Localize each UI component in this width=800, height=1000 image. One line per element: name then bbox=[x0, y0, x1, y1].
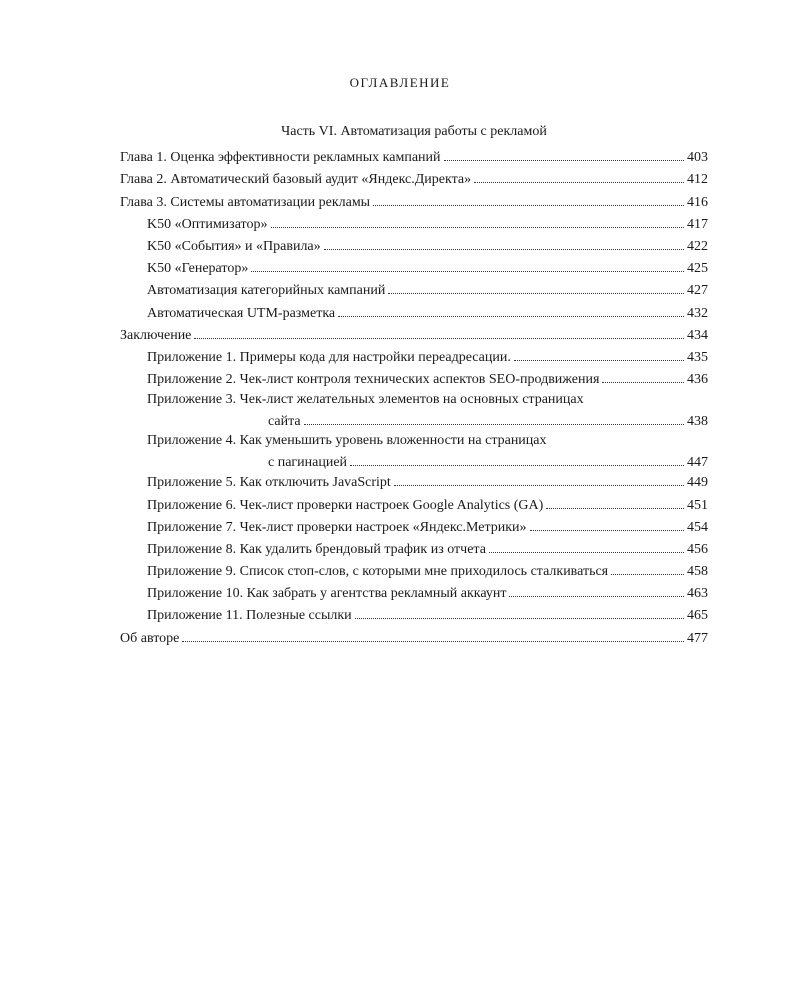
toc-entry-page: 416 bbox=[687, 194, 708, 210]
toc-entry-label: Приложение 1. Примеры кода для настройки переадресации. bbox=[147, 349, 511, 365]
dot-leader bbox=[489, 539, 684, 553]
toc-entry-appendix-1[interactable] bbox=[120, 347, 708, 369]
dot-leader bbox=[394, 472, 684, 486]
dot-leader bbox=[304, 411, 684, 425]
toc-entry-page: 447 bbox=[687, 454, 708, 470]
toc-entry-label: Приложение 7. Чек-лист проверки настроек «Яндекс.Метрики» bbox=[147, 519, 527, 535]
dot-leader bbox=[474, 169, 684, 183]
toc-entry-page: 449 bbox=[687, 475, 708, 491]
toc-entry-page: 417 bbox=[687, 216, 708, 232]
toc-entry-label-continuation: сайта bbox=[268, 414, 301, 430]
toc-entry-label: Приложение 6. Чек-лист проверки настроек Google Analytics (GA) bbox=[147, 497, 544, 513]
dot-leader bbox=[194, 325, 684, 339]
toc-entry-page: 422 bbox=[687, 239, 708, 255]
toc-entry-page: 432 bbox=[687, 305, 708, 321]
toc-entry-k50-generator[interactable] bbox=[120, 258, 708, 280]
dot-leader bbox=[251, 258, 684, 272]
toc-entry-label: Заключение bbox=[120, 327, 192, 343]
toc-entry-page: 454 bbox=[687, 519, 708, 535]
dot-leader bbox=[611, 561, 684, 575]
toc-entry-page: 458 bbox=[687, 564, 708, 580]
toc-entry-label: Автоматизация категорийных кампаний bbox=[147, 283, 386, 299]
toc-entry-chapter-3[interactable] bbox=[120, 191, 708, 213]
toc-entry-page: 451 bbox=[687, 497, 708, 513]
toc-entry-about-author[interactable] bbox=[120, 627, 708, 649]
toc-entry-page: 403 bbox=[687, 150, 708, 166]
dot-leader bbox=[271, 214, 685, 228]
toc-entry-page: 438 bbox=[687, 414, 708, 430]
dot-leader bbox=[514, 347, 684, 361]
dot-leader bbox=[444, 147, 684, 161]
toc-entry-appendix-6[interactable] bbox=[120, 494, 708, 516]
toc-entry-appendix-2[interactable] bbox=[120, 369, 708, 391]
toc-entry-k50-events-rules[interactable] bbox=[120, 236, 708, 258]
toc-entry-appendix-5[interactable] bbox=[120, 472, 708, 494]
dot-leader bbox=[355, 605, 684, 619]
toc-entry-label: Приложение 8. Как удалить брендовый трафик из отчета bbox=[147, 541, 486, 557]
toc-entry-page: 436 bbox=[687, 372, 708, 388]
toc-entry-appendix-9[interactable] bbox=[120, 561, 708, 583]
page-heading: ОГЛАВЛЕНИЕ bbox=[349, 75, 451, 90]
toc-entry-page: 465 bbox=[687, 608, 708, 624]
toc-entry-label: Глава 2. Автоматический базовый аудит «Яндекс.Директа» bbox=[120, 172, 472, 188]
dot-leader bbox=[338, 302, 684, 316]
toc-entry-page: 463 bbox=[687, 586, 708, 602]
toc-entry-chapter-2[interactable] bbox=[120, 169, 708, 191]
toc-entry-label: Приложение 10. Как забрать у агентства рекламный аккаунт bbox=[147, 586, 507, 602]
toc-entry-chapter-1[interactable] bbox=[120, 147, 708, 169]
dot-leader bbox=[324, 236, 684, 250]
toc-entry-label: Глава 1. Оценка эффективности рекламных кампаний bbox=[120, 150, 441, 166]
table-of-contents bbox=[120, 147, 708, 650]
dot-leader bbox=[509, 583, 684, 597]
toc-entry-page: 425 bbox=[687, 261, 708, 277]
toc-entry-label: Приложение 3. Чек-лист желательных элементов на основных страницах bbox=[147, 392, 584, 408]
toc-entry-appendix-8[interactable] bbox=[120, 539, 708, 561]
dot-leader bbox=[388, 280, 684, 294]
toc-entry-category-campaigns[interactable] bbox=[120, 280, 708, 302]
toc-entry-page: 427 bbox=[687, 283, 708, 299]
dot-leader bbox=[602, 369, 684, 383]
toc-entry-label: Автоматическая UTM-разметка bbox=[147, 305, 336, 321]
toc-entry-appendix-7[interactable] bbox=[120, 516, 708, 538]
toc-entry-label: K50 «Генератор» bbox=[147, 261, 249, 277]
toc-entry-appendix-4[interactable] bbox=[120, 432, 708, 473]
toc-entry-label: Приложение 5. Как отключить JavaScript bbox=[147, 475, 391, 491]
toc-entry-page: 477 bbox=[687, 630, 708, 646]
toc-entry-utm-markup[interactable] bbox=[120, 302, 708, 324]
dot-leader bbox=[182, 627, 684, 641]
toc-entry-label: Приложение 9. Список стоп-слов, с которыми мне приходилось сталкиваться bbox=[147, 564, 609, 580]
toc-entry-appendix-11[interactable] bbox=[120, 605, 708, 627]
toc-entry-label: Глава 3. Системы автоматизации рекламы bbox=[120, 194, 371, 210]
dot-leader bbox=[546, 494, 684, 508]
toc-entry-label: Приложение 4. Как уменьшить уровень вложенности на страницах bbox=[147, 432, 547, 448]
toc-entry-label: Приложение 2. Чек-лист контроля технических аспектов SEO-продвижения bbox=[147, 372, 600, 388]
toc-entry-conclusion[interactable] bbox=[120, 325, 708, 347]
toc-entry-page: 435 bbox=[687, 349, 708, 365]
toc-entry-appendix-10[interactable] bbox=[120, 583, 708, 605]
toc-entry-page: 434 bbox=[687, 327, 708, 343]
toc-entry-label: Приложение 11. Полезные ссылки bbox=[147, 608, 352, 624]
toc-entry-page: 456 bbox=[687, 541, 708, 557]
toc-entry-label-continuation: с пагинацией bbox=[268, 454, 348, 470]
part-title: Часть VI. Автоматизация работы с рекламой bbox=[281, 124, 547, 139]
dot-leader bbox=[350, 452, 684, 466]
toc-entry-k50-optimizer[interactable] bbox=[120, 214, 708, 236]
toc-entry-appendix-3[interactable] bbox=[120, 391, 708, 432]
dot-leader bbox=[373, 191, 684, 205]
dot-leader bbox=[530, 516, 684, 530]
toc-entry-label: K50 «События» и «Правила» bbox=[147, 239, 321, 255]
toc-entry-label: Об авторе bbox=[120, 630, 180, 646]
toc-entry-page: 412 bbox=[687, 172, 708, 188]
toc-entry-label: K50 «Оптимизатор» bbox=[147, 216, 268, 232]
